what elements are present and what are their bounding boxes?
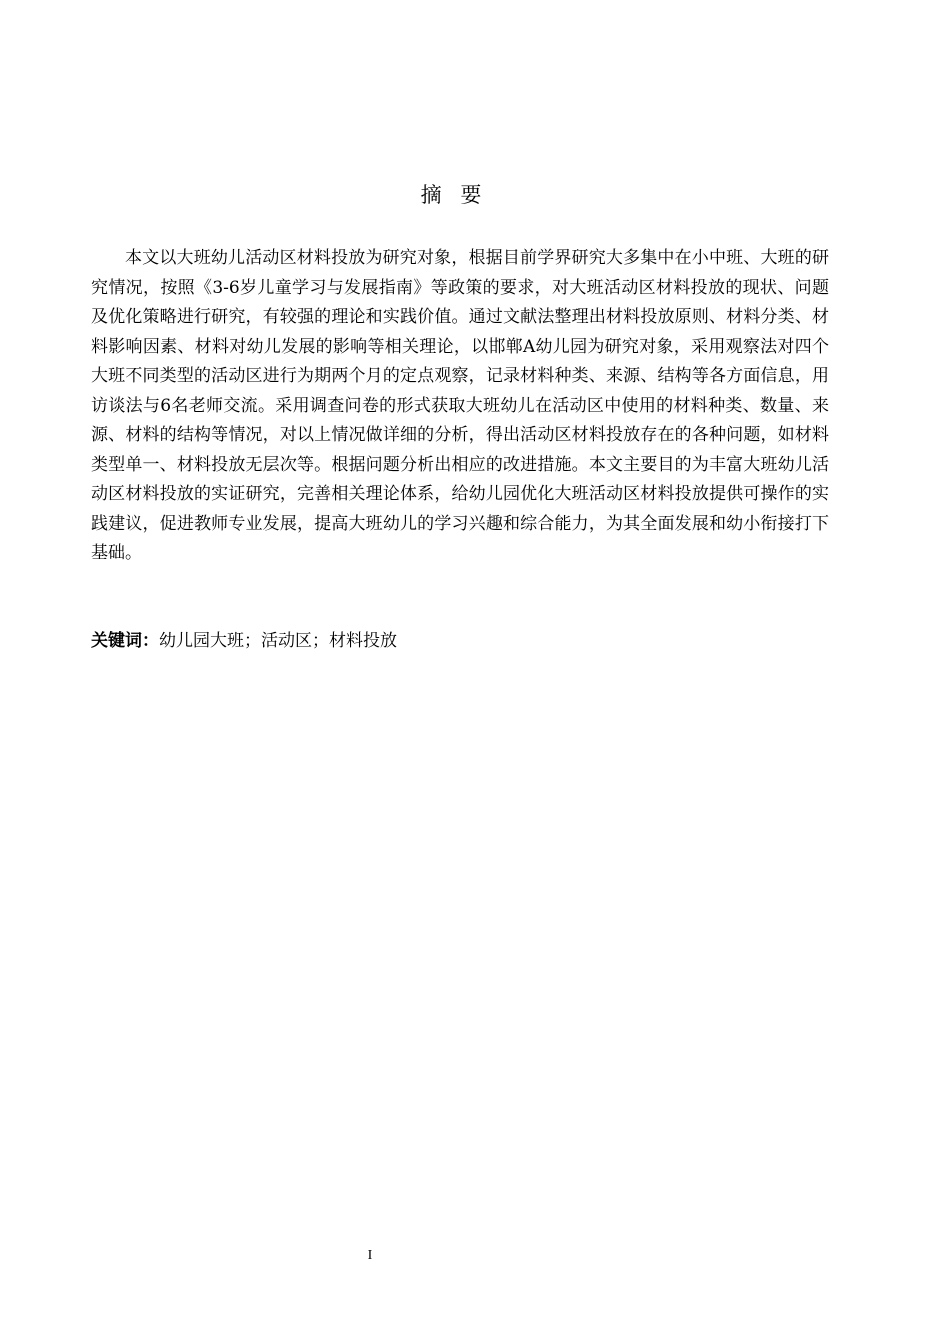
abstract-title: 摘 要 — [420, 183, 488, 207]
keywords-line — [91, 627, 829, 657]
abstract-paragraph: 本文以大班幼儿活动区材料投放为研究对象，根据目前学界研究大多集中在小中班、大班的研究情况，按照《3-6岁儿童学习与发展指南》等政策的要求，对大班活动区材料投放的现状、问题及优化策略进行研究，有较强的理论和实践价值。通过文献法整理出材料投放原则、材料分类、材料影响因素、材料对幼儿发展的影响等相关理论，以邯郸A幼儿园为研究对象，采用观察法对四个大班不同类型的活动区进行为期两个月的定点观察，记录材料种类、来源、结构等各方面信息，用访谈法与6名老师交流。采用调查问卷的形式获取大班幼儿在活动区中使用的材料种类、数量、来源、材料的结构等情况，对以上情况做详细的分析，得出活动区材料投放存在的各种问题，如材料类型单一、材料投放无层次等。根据问题分析出相应的改进措施。本文主要目的为丰富大班幼儿活动区材料投放的实证研究，完善相关理论体系，给幼儿园优化大班活动区材料投放提供可操作的实践建议，促进教师专业发展，提高大班幼儿的学习兴趣和综合能力，为其全面发展和幼小衔接打下基础。 — [91, 248, 829, 563]
keywords-text: 幼儿园大班；活动区；材料投放 — [159, 631, 397, 651]
keywords-label: 关键词： — [91, 631, 159, 651]
page-number: I — [367, 1248, 373, 1263]
